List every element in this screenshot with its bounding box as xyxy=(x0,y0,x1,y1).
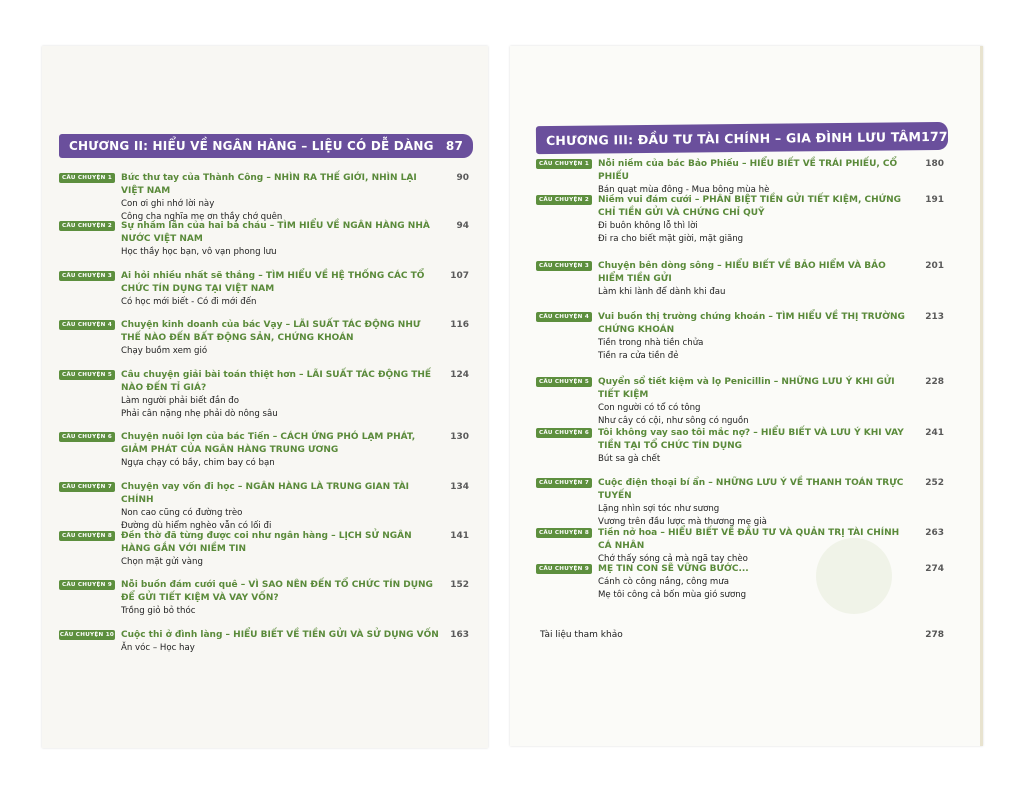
entry-proverb: Đi ra cho biết mặt giời, mặt giăng xyxy=(598,234,744,244)
entry-proverb: Như cây có cội, như sông có nguồn xyxy=(598,416,749,426)
story-badge: CÂU CHUYỆN 10 xyxy=(59,632,115,638)
entry-title: Bức thư tay của Thành Công – NHÌN RA THẾ GIỚI, NHÌN LẠI VIỆT NAM xyxy=(121,173,417,196)
story-badge: CÂU CHUYỆN 6 xyxy=(536,428,592,438)
story-badge: CÂU CHUYỆN 1 xyxy=(59,173,115,183)
story-badge: CÂU CHUYỆN 7 xyxy=(59,482,115,492)
entry-proverb: Ngựa chạy có bầy, chim bay có bạn xyxy=(121,458,275,468)
entry-title: Tôi không vay sao tôi mắc nợ? – HIỂU BIẾT VÀ LƯU Ý KHI VAY TIỀN TẠI TỔ CHỨC TÍN DỤNG xyxy=(598,428,904,451)
entry-page-number: 90 xyxy=(456,173,469,183)
entry-proverb: Con ơi ghi nhớ lời này xyxy=(121,199,215,209)
entry-proverb: Ăn vóc – Học hay xyxy=(121,643,195,653)
entry-title: MẸ TIN CON SẼ VỮNG BƯỚC... xyxy=(598,564,749,574)
entry-page-number: 274 xyxy=(925,564,944,574)
entry-proverb: Cánh cò công nắng, công mưa xyxy=(598,577,730,587)
chapter-title: CHƯƠNG II: HIỂU VỀ NGÂN HÀNG – LIỆU CÓ DỄ DÀNG xyxy=(69,139,434,153)
entry-page-number: 241 xyxy=(925,428,944,438)
entry-title: Cuộc điện thoại bí ẩn – NHỮNG LƯU Ý VỀ THANH TOÁN TRỰC TUYẾN xyxy=(598,478,904,501)
entry-page-number: 94 xyxy=(456,221,469,231)
entry-title: Niềm vui đám cưới – PHÂN BIỆT TIỀN GỬI TIẾT KIỆM, CHỨNG CHỈ TIỀN GỬI VÀ CHỨNG CHỈ QUỸ xyxy=(598,195,902,218)
left-page xyxy=(42,46,488,748)
entry-title: Tiền nở hoa – HIỂU BIẾT VỀ ĐẦU TƯ VÀ QUẢN TRỊ TÀI CHÍNH CÁ NHÂN xyxy=(598,528,900,551)
entry-proverb: Học thầy học bạn, vô vạn phong lưu xyxy=(121,247,277,257)
entry-page-number: 213 xyxy=(925,312,944,322)
chapter-page-number: 87 xyxy=(445,139,463,153)
references-entry xyxy=(540,630,944,640)
entry-page-number: 141 xyxy=(450,531,469,541)
entry-proverb: Chạy buồm xem gió xyxy=(121,346,208,356)
entry-proverb: Bút sa gà chết xyxy=(598,454,661,464)
entry-page-number: 163 xyxy=(450,630,469,640)
story-badge: CÂU CHUYỆN 4 xyxy=(536,312,592,322)
entry-proverb: Con người có tổ có tông xyxy=(598,403,701,413)
entry-title: Cuộc thi ở đình làng – HIỂU BIẾT VỀ TIỀN GỬI VÀ SỬ DỤNG VỐN xyxy=(121,630,439,640)
story-badge: CÂU CHUYỆN 6 xyxy=(59,432,115,442)
story-badge: CÂU CHUYỆN 1 xyxy=(536,159,592,169)
entry-page-number: 191 xyxy=(925,195,944,205)
chapter-page-number: 177 xyxy=(920,128,948,144)
right-page xyxy=(510,46,983,746)
entry-title: Chuyện nuôi lợn của bác Tiến – CÁCH ỨNG PHÓ LẠM PHÁT, GIẢM PHÁT CỦA NGÂN HÀNG TRUNG ƯƠNG xyxy=(121,432,416,455)
entry-title: Chuyện bên dòng sông – HIỂU BIẾT VỀ BẢO HIỂM VÀ BẢO HIỂM TIỀN GỬI xyxy=(598,261,886,284)
entry-proverb: Làm người phải biết đắn đo xyxy=(121,396,240,406)
entry-proverb: Bán quạt mùa đông - Mua bông mùa hè xyxy=(598,185,770,195)
entry-title: Chuyện kinh doanh của bác Vạy – LÃI SUẤT TÁC ĐỘNG NHƯ THẾ NÀO ĐẾN BẤT ĐỘNG SẢN, CHỨNG KHOÁN xyxy=(121,320,421,343)
entry-proverb: Vương trên đầu lược mà thương mẹ già xyxy=(598,517,767,527)
entry-proverb: Phải cân nặng nhẹ phải dò nông sâu xyxy=(121,409,278,419)
story-badge: CÂU CHUYỆN 9 xyxy=(536,564,592,574)
entry-page-number: 252 xyxy=(925,478,944,488)
entry-title: Quyển sổ tiết kiệm và lọ Penicillin – NHỮNG LƯU Ý KHI GỬI TIẾT KIỆM xyxy=(598,377,895,400)
entry-title: Nỗi buồn đám cưới quê – VÌ SAO NÊN ĐẾN TỔ CHỨC TÍN DỤNG ĐỂ GỬI TIẾT KIỆM VÀ VAY VỐN? xyxy=(121,580,433,603)
story-badge: CÂU CHUYỆN 8 xyxy=(536,528,592,538)
entry-page-number: 180 xyxy=(925,159,944,169)
entry-proverb: Đường dù hiểm nghèo vẫn có lối đi xyxy=(121,521,272,531)
entry-title: Đền thờ đã từng được coi như ngân hàng – LỊCH SỬ NGÂN HÀNG GẮN VỚI NIỀM TIN xyxy=(121,531,412,554)
entry-page-number: 107 xyxy=(450,271,469,281)
entry-page-number: 124 xyxy=(450,370,469,380)
story-badge: CÂU CHUYỆN 5 xyxy=(59,370,115,380)
entry-proverb: Chọn mặt gửi vàng xyxy=(121,557,203,567)
entry-proverb: Trồng giỏ bỏ thóc xyxy=(121,606,196,616)
entry-page-number: 130 xyxy=(450,432,469,442)
story-badge: CÂU CHUYỆN 3 xyxy=(59,271,115,281)
entry-proverb: Tiền trong nhà tiền chửa xyxy=(598,338,704,348)
story-badge: CÂU CHUYỆN 7 xyxy=(536,478,592,488)
entry-proverb: Công cha nghĩa mẹ ơn thầy chớ quên xyxy=(121,212,283,222)
entry-title: Câu chuyện giải bài toán thiệt hơn – LÃI SUẤT TÁC ĐỘNG THẾ NÀO ĐẾN TỈ GIÁ? xyxy=(121,370,432,393)
entry-page-number: 263 xyxy=(925,528,944,538)
entry-title: Vui buồn thị trường chứng khoán – TÌM HIỂU VỀ THỊ TRƯỜNG CHỨNG KHOÁN xyxy=(598,312,905,335)
references-label: Tài liệu tham khảo xyxy=(540,630,623,640)
story-badge: CÂU CHUYỆN 3 xyxy=(536,261,592,271)
entry-proverb: Mẹ tôi công cả bốn mùa gió sương xyxy=(598,590,747,600)
entry-title: Ai hỏi nhiều nhất sẽ thắng – TÌM HIỂU VỀ HỆ THỐNG CÁC TỔ CHỨC TÍN DỤNG TẠI VIỆT NAM xyxy=(121,271,425,294)
entry-proverb: Lặng nhìn sợi tóc như sương xyxy=(598,504,720,514)
story-badge: CÂU CHUYỆN 5 xyxy=(536,377,592,387)
references-page-number: 278 xyxy=(925,630,944,640)
chapter-title: CHƯƠNG III: ĐẦU TƯ TÀI CHÍNH – GIA ĐÌNH LƯU TÂM xyxy=(545,128,922,148)
chapter-heading xyxy=(536,122,948,154)
entry-page-number: 201 xyxy=(925,261,944,271)
entry-page-number: 116 xyxy=(450,320,469,330)
entry-proverb: Có học mới biết - Có đi mới đến xyxy=(121,297,257,307)
story-badge: CÂU CHUYỆN 4 xyxy=(59,320,115,330)
story-badge: CÂU CHUYỆN 2 xyxy=(536,195,592,205)
story-badge: CÂU CHUYỆN 2 xyxy=(59,221,115,231)
story-badge: CÂU CHUYỆN 8 xyxy=(59,531,115,541)
entry-page-number: 152 xyxy=(450,580,469,590)
entry-proverb: Làm khi lành để dành khi đau xyxy=(598,287,726,297)
entry-page-number: 228 xyxy=(925,377,944,387)
entry-title: Chuyện vay vốn đi học – NGÂN HÀNG LÀ TRUNG GIAN TÀI CHÍNH xyxy=(121,482,410,505)
chapter-heading xyxy=(59,134,473,158)
entry-proverb: Chớ thấy sóng cả mà ngã tay chèo xyxy=(598,554,748,564)
entry-title: Sự nhầm lẫn của hai bà cháu – TÌM HIỂU VỀ NGÂN HÀNG NHÀ NƯỚC VIỆT NAM xyxy=(121,221,430,244)
entry-title: Nỗi niềm của bác Bảo Phiếu – HIỂU BIẾT VỀ TRÁI PHIẾU, CỔ PHIẾU xyxy=(598,159,898,182)
entry-proverb: Tiền ra cửa tiền đẻ xyxy=(598,351,679,361)
story-badge: CÂU CHUYỆN 9 xyxy=(59,580,115,590)
entry-proverb: Non cao cũng có đường trèo xyxy=(121,508,243,518)
entry-proverb: Đi buôn không lỗ thì lời xyxy=(598,221,698,231)
entry-page-number: 134 xyxy=(450,482,469,492)
